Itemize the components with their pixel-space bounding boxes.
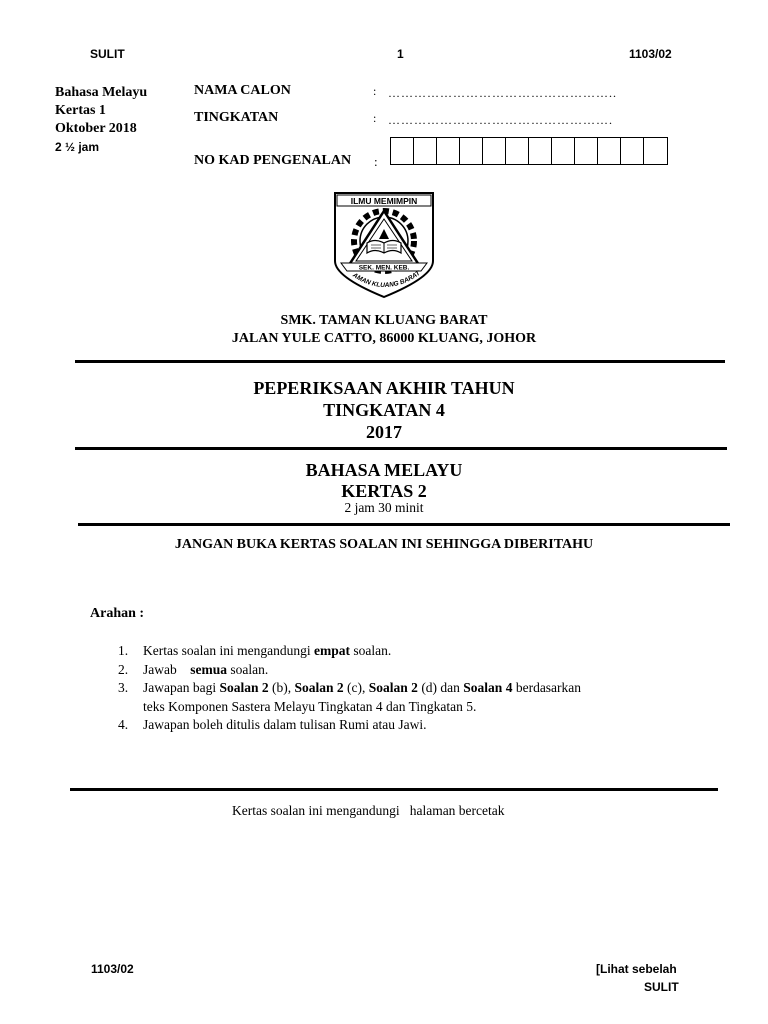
logo-ribbon: SEK. MEN. KEB. [358, 264, 410, 272]
list-item: 2. Jawab semua soalan. [118, 661, 269, 677]
ic-number-label: NO KAD PENGENALAN [194, 153, 352, 168]
divider [78, 523, 730, 526]
ic-digit-box[interactable] [644, 138, 667, 164]
subject-duration: 2 jam 30 minit [344, 500, 424, 515]
ic-digit-box[interactable] [621, 138, 644, 164]
candidate-name-label: NAMA CALON [194, 83, 291, 98]
paper-subject: Bahasa Melayu [55, 85, 148, 100]
instructions-heading: Arahan : [90, 606, 145, 621]
paper-date: Oktober 2018 [55, 121, 137, 136]
footer-turn-over: [Lihat sebelah [596, 962, 677, 976]
header-paper-code: 1103/02 [629, 47, 672, 61]
subject-paper: KERTAS 2 [341, 481, 427, 501]
ic-digit-box[interactable] [414, 138, 437, 164]
exam-title: PEPERIKSAAN AKHIR TAHUN [253, 378, 515, 398]
logo-motto: ILMU MEMIMPIN [350, 196, 418, 206]
list-item-continuation: teks Komponen Sastera Melayu Tingkatan 4 dan Tingkatan 5. [143, 698, 477, 714]
form-label: TINGKATAN [194, 110, 279, 125]
school-address: JALAN YULE CATTO, 86000 KLUANG, JOHOR [231, 331, 537, 346]
ic-digit-box[interactable] [483, 138, 506, 164]
candidate-name-field[interactable]: …………………………………………….. [388, 86, 617, 100]
footer-paper-code: 1103/02 [91, 962, 134, 976]
ic-digit-box[interactable] [575, 138, 598, 164]
header-page-number: 1 [397, 47, 404, 61]
ic-digit-box[interactable] [437, 138, 460, 164]
ic-digit-box[interactable] [598, 138, 621, 164]
exam-form: TINGKATAN 4 [323, 400, 445, 420]
subject-name: BAHASA MELAYU [305, 460, 463, 480]
paper-number: Kertas 1 [55, 103, 106, 118]
paper-info [55, 84, 147, 156]
list-item: 3. Jawapan bagi Soalan 2 (b), Soalan 2 (c), Soalan 2 (d) dan Soalan 4 berdasarkan [118, 680, 582, 695]
list-item: 4. Jawapan boleh ditulis dalam tulisan Rumi atau Jawi. [118, 717, 427, 732]
form-colon: : [373, 111, 377, 125]
ic-number-colon: : [374, 154, 378, 169]
school-name: SMK. TAMAN KLUANG BARAT [280, 313, 488, 328]
list-item: 1. Kertas soalan ini mengandungi empat soalan. [118, 643, 392, 658]
exam-year: 2017 [366, 422, 402, 442]
ic-digit-box[interactable] [460, 138, 483, 164]
divider [75, 447, 727, 450]
warning-text: JANGAN BUKA KERTAS SOALAN INI SEHINGGA DIBERITAHU [174, 537, 594, 552]
divider [75, 360, 725, 363]
logo-school-arc: AMAN KLUANG BARAT [351, 269, 422, 290]
ic-digit-box[interactable] [552, 138, 575, 164]
instructions-list [118, 642, 581, 735]
school-logo [333, 191, 435, 301]
header-classification: SULIT [90, 47, 125, 61]
ic-digit-box[interactable] [506, 138, 529, 164]
form-field[interactable]: ……………………………………………. [388, 113, 613, 127]
page-count-note: Kertas soalan ini mengandungi halaman bercetak [232, 803, 505, 818]
paper-duration: 2 ½ jam [55, 140, 100, 154]
candidate-name-colon: : [373, 84, 377, 98]
ic-digit-box[interactable] [391, 138, 414, 164]
footer-classification: SULIT [644, 980, 679, 994]
divider [70, 788, 718, 791]
ic-number-boxes[interactable] [390, 137, 668, 165]
ic-digit-box[interactable] [529, 138, 552, 164]
